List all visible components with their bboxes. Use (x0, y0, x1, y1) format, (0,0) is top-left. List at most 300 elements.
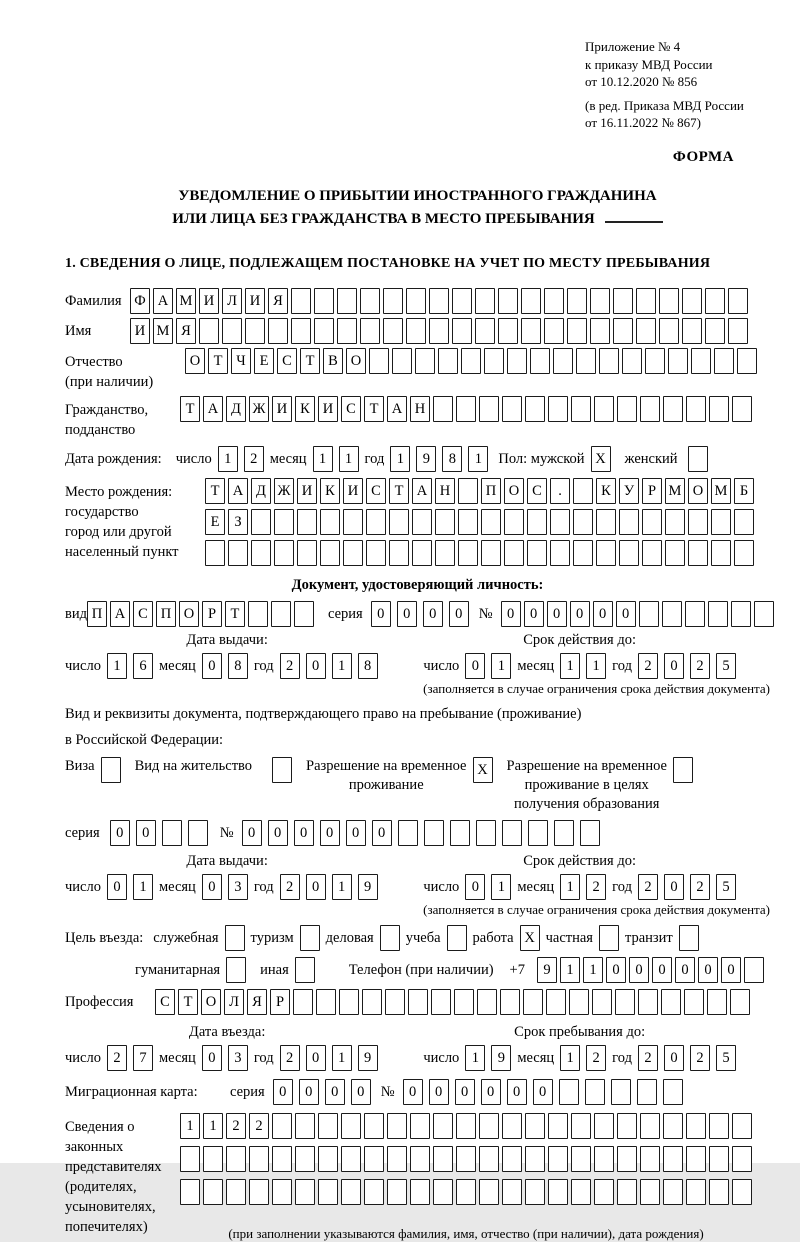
char-box[interactable] (686, 1179, 706, 1205)
char-box[interactable]: 2 (280, 874, 300, 900)
char-box[interactable] (661, 989, 681, 1015)
char-box[interactable] (410, 1113, 430, 1139)
char-box[interactable] (613, 288, 633, 314)
char-box[interactable] (580, 820, 600, 846)
char-box[interactable]: Т (300, 348, 320, 374)
char-box[interactable] (573, 540, 593, 566)
char-box[interactable]: 0 (721, 957, 741, 983)
char-box[interactable]: А (228, 478, 248, 504)
char-box[interactable] (528, 820, 548, 846)
char-box[interactable]: 0 (136, 820, 156, 846)
char-box[interactable]: 1 (313, 446, 333, 472)
char-box[interactable]: Т (389, 478, 409, 504)
char-box[interactable]: Ж (274, 478, 294, 504)
char-box[interactable] (412, 540, 432, 566)
char-box[interactable] (477, 989, 497, 1015)
char-box[interactable] (180, 1179, 200, 1205)
char-box[interactable] (343, 509, 363, 535)
char-box[interactable]: X (473, 757, 493, 783)
char-box[interactable]: 2 (586, 874, 606, 900)
char-box[interactable] (320, 509, 340, 535)
char-box[interactable] (456, 1113, 476, 1139)
char-box[interactable]: . (550, 478, 570, 504)
char-box[interactable]: 0 (429, 1079, 449, 1105)
char-box[interactable]: М (711, 478, 731, 504)
char-box[interactable] (274, 509, 294, 535)
char-box[interactable] (387, 1179, 407, 1205)
char-box[interactable] (596, 509, 616, 535)
char-box[interactable] (525, 1146, 545, 1172)
char-box[interactable] (691, 348, 711, 374)
char-box[interactable] (484, 348, 504, 374)
char-box[interactable] (640, 1179, 660, 1205)
char-box[interactable] (180, 1146, 200, 1172)
char-box[interactable]: 9 (491, 1045, 511, 1071)
char-box[interactable] (410, 1146, 430, 1172)
char-box[interactable]: О (346, 348, 366, 374)
char-box[interactable]: И (130, 318, 150, 344)
char-box[interactable]: 0 (593, 601, 613, 627)
char-box[interactable] (686, 1113, 706, 1139)
char-box[interactable]: Д (251, 478, 271, 504)
char-box[interactable] (665, 540, 685, 566)
char-box[interactable] (387, 1113, 407, 1139)
char-box[interactable] (731, 601, 751, 627)
char-box[interactable] (502, 1146, 522, 1172)
char-box[interactable] (685, 601, 705, 627)
char-box[interactable]: 2 (107, 1045, 127, 1071)
char-box[interactable] (673, 757, 693, 783)
char-box[interactable]: 0 (346, 820, 366, 846)
char-box[interactable] (271, 601, 291, 627)
char-box[interactable] (636, 318, 656, 344)
char-box[interactable] (546, 989, 566, 1015)
char-box[interactable]: 2 (638, 1045, 658, 1071)
char-box[interactable]: 0 (606, 957, 626, 983)
char-box[interactable]: Ф (130, 288, 150, 314)
char-box[interactable]: 8 (228, 653, 248, 679)
char-box[interactable] (502, 820, 522, 846)
char-box[interactable] (456, 1179, 476, 1205)
char-box[interactable]: 2 (638, 653, 658, 679)
char-box[interactable] (360, 288, 380, 314)
char-box[interactable] (316, 989, 336, 1015)
char-box[interactable] (475, 288, 495, 314)
char-box[interactable]: 0 (202, 874, 222, 900)
char-box[interactable] (645, 348, 665, 374)
char-box[interactable] (599, 348, 619, 374)
char-box[interactable] (297, 540, 317, 566)
char-box[interactable] (734, 540, 754, 566)
char-box[interactable] (295, 1113, 315, 1139)
char-box[interactable]: И (343, 478, 363, 504)
char-box[interactable] (188, 820, 208, 846)
char-box[interactable]: Л (224, 989, 244, 1015)
char-box[interactable] (617, 1113, 637, 1139)
char-box[interactable] (688, 540, 708, 566)
char-box[interactable] (387, 1146, 407, 1172)
char-box[interactable] (548, 1179, 568, 1205)
char-box[interactable] (228, 540, 248, 566)
char-box[interactable] (450, 820, 470, 846)
char-box[interactable]: 0 (371, 601, 391, 627)
char-box[interactable] (663, 1079, 683, 1105)
char-box[interactable]: 1 (560, 874, 580, 900)
char-box[interactable]: 0 (449, 601, 469, 627)
char-box[interactable] (249, 1179, 269, 1205)
char-box[interactable]: Е (205, 509, 225, 535)
char-box[interactable]: К (596, 478, 616, 504)
char-box[interactable]: 0 (320, 820, 340, 846)
char-box[interactable] (364, 1113, 384, 1139)
char-box[interactable]: В (323, 348, 343, 374)
char-box[interactable] (272, 757, 292, 783)
char-box[interactable] (272, 1146, 292, 1172)
char-box[interactable]: 0 (306, 874, 326, 900)
char-box[interactable] (410, 1179, 430, 1205)
char-box[interactable] (642, 509, 662, 535)
char-box[interactable]: 2 (244, 446, 264, 472)
char-box[interactable]: 1 (203, 1113, 223, 1139)
char-box[interactable]: К (320, 478, 340, 504)
char-box[interactable] (337, 288, 357, 314)
char-box[interactable] (663, 1146, 683, 1172)
char-box[interactable] (663, 1113, 683, 1139)
char-box[interactable]: Я (268, 288, 288, 314)
char-box[interactable] (659, 288, 679, 314)
char-box[interactable]: А (412, 478, 432, 504)
char-box[interactable] (318, 1179, 338, 1205)
char-box[interactable] (385, 989, 405, 1015)
char-box[interactable] (573, 478, 593, 504)
char-box[interactable] (709, 396, 729, 422)
char-box[interactable]: 9 (416, 446, 436, 472)
char-box[interactable]: 1 (468, 446, 488, 472)
char-box[interactable]: 0 (372, 820, 392, 846)
char-box[interactable]: Н (410, 396, 430, 422)
char-box[interactable]: X (591, 446, 611, 472)
char-box[interactable]: Я (176, 318, 196, 344)
char-box[interactable] (341, 1113, 361, 1139)
char-box[interactable]: 0 (629, 957, 649, 983)
char-box[interactable] (663, 396, 683, 422)
char-box[interactable]: 0 (507, 1079, 527, 1105)
char-box[interactable] (475, 318, 495, 344)
char-box[interactable]: 0 (110, 820, 130, 846)
char-box[interactable] (596, 540, 616, 566)
char-box[interactable]: 0 (664, 874, 684, 900)
char-box[interactable] (438, 348, 458, 374)
char-box[interactable] (707, 989, 727, 1015)
char-box[interactable] (617, 1179, 637, 1205)
char-box[interactable] (502, 396, 522, 422)
char-box[interactable] (638, 989, 658, 1015)
char-box[interactable] (364, 1146, 384, 1172)
char-box[interactable] (272, 1179, 292, 1205)
char-box[interactable] (571, 1113, 591, 1139)
char-box[interactable] (274, 540, 294, 566)
char-box[interactable]: 0 (242, 820, 262, 846)
char-box[interactable]: 0 (675, 957, 695, 983)
char-box[interactable] (500, 989, 520, 1015)
char-box[interactable] (754, 601, 774, 627)
char-box[interactable] (435, 509, 455, 535)
char-box[interactable] (686, 396, 706, 422)
char-box[interactable]: 0 (202, 653, 222, 679)
char-box[interactable] (544, 288, 564, 314)
char-box[interactable]: 7 (133, 1045, 153, 1071)
char-box[interactable] (592, 989, 612, 1015)
char-box[interactable] (590, 288, 610, 314)
char-box[interactable] (479, 1113, 499, 1139)
char-box[interactable]: Т (208, 348, 228, 374)
char-box[interactable]: Р (270, 989, 290, 1015)
char-box[interactable] (339, 989, 359, 1015)
char-box[interactable] (521, 318, 541, 344)
char-box[interactable]: Ч (231, 348, 251, 374)
char-box[interactable]: 1 (133, 874, 153, 900)
char-box[interactable] (571, 1146, 591, 1172)
char-box[interactable]: С (155, 989, 175, 1015)
char-box[interactable] (447, 925, 467, 951)
char-box[interactable]: М (665, 478, 685, 504)
char-box[interactable]: 8 (442, 446, 462, 472)
char-box[interactable] (619, 509, 639, 535)
char-box[interactable] (249, 1146, 269, 1172)
char-box[interactable]: 0 (325, 1079, 345, 1105)
char-box[interactable] (226, 1146, 246, 1172)
char-box[interactable] (362, 989, 382, 1015)
char-box[interactable]: 1 (586, 653, 606, 679)
char-box[interactable]: Н (435, 478, 455, 504)
char-box[interactable] (567, 288, 587, 314)
char-box[interactable] (619, 540, 639, 566)
char-box[interactable]: 2 (280, 1045, 300, 1071)
char-box[interactable] (714, 348, 734, 374)
char-box[interactable] (458, 509, 478, 535)
char-box[interactable] (293, 989, 313, 1015)
char-box[interactable]: П (156, 601, 176, 627)
char-box[interactable] (525, 396, 545, 422)
char-box[interactable]: X (520, 925, 540, 951)
char-box[interactable] (525, 1179, 545, 1205)
char-box[interactable]: А (203, 396, 223, 422)
char-box[interactable] (523, 989, 543, 1015)
char-box[interactable] (433, 1113, 453, 1139)
char-box[interactable] (688, 509, 708, 535)
char-box[interactable] (550, 509, 570, 535)
char-box[interactable] (732, 1146, 752, 1172)
char-box[interactable] (203, 1146, 223, 1172)
char-box[interactable] (251, 540, 271, 566)
char-box[interactable]: К (295, 396, 315, 422)
char-box[interactable]: З (228, 509, 248, 535)
char-box[interactable]: 0 (664, 653, 684, 679)
char-box[interactable]: 0 (533, 1079, 553, 1105)
char-box[interactable] (640, 1113, 660, 1139)
char-box[interactable] (617, 396, 637, 422)
char-box[interactable] (389, 540, 409, 566)
char-box[interactable] (341, 1179, 361, 1205)
char-box[interactable] (567, 318, 587, 344)
char-box[interactable]: Д (226, 396, 246, 422)
char-box[interactable] (435, 540, 455, 566)
char-box[interactable] (481, 509, 501, 535)
char-box[interactable] (456, 396, 476, 422)
char-box[interactable] (366, 540, 386, 566)
char-box[interactable]: 0 (616, 601, 636, 627)
char-box[interactable] (573, 509, 593, 535)
char-box[interactable]: 1 (332, 653, 352, 679)
char-box[interactable]: С (527, 478, 547, 504)
char-box[interactable]: 2 (226, 1113, 246, 1139)
char-box[interactable] (341, 1146, 361, 1172)
char-box[interactable] (461, 348, 481, 374)
char-box[interactable] (640, 396, 660, 422)
char-box[interactable] (366, 509, 386, 535)
char-box[interactable]: 1 (107, 653, 127, 679)
char-box[interactable] (622, 348, 642, 374)
char-box[interactable] (576, 348, 596, 374)
char-box[interactable]: 1 (491, 653, 511, 679)
char-box[interactable]: 1 (218, 446, 238, 472)
char-box[interactable] (594, 1146, 614, 1172)
char-box[interactable] (668, 348, 688, 374)
char-box[interactable] (732, 1113, 752, 1139)
char-box[interactable] (550, 540, 570, 566)
char-box[interactable] (415, 348, 435, 374)
char-box[interactable] (245, 318, 265, 344)
char-box[interactable]: Т (225, 601, 245, 627)
char-box[interactable] (392, 348, 412, 374)
char-box[interactable]: 0 (306, 653, 326, 679)
char-box[interactable] (452, 288, 472, 314)
char-box[interactable]: 0 (351, 1079, 371, 1105)
char-box[interactable] (251, 509, 271, 535)
char-box[interactable] (248, 601, 268, 627)
char-box[interactable]: Е (254, 348, 274, 374)
char-box[interactable] (320, 540, 340, 566)
char-box[interactable] (318, 1146, 338, 1172)
char-box[interactable] (476, 820, 496, 846)
char-box[interactable] (424, 820, 444, 846)
char-box[interactable]: 1 (332, 1045, 352, 1071)
char-box[interactable]: 3 (228, 874, 248, 900)
char-box[interactable] (343, 540, 363, 566)
char-box[interactable] (590, 318, 610, 344)
char-box[interactable] (268, 318, 288, 344)
char-box[interactable]: 8 (358, 653, 378, 679)
char-box[interactable]: Т (205, 478, 225, 504)
char-box[interactable] (705, 318, 725, 344)
char-box[interactable] (383, 318, 403, 344)
char-box[interactable] (291, 288, 311, 314)
char-box[interactable] (571, 1179, 591, 1205)
char-box[interactable] (554, 820, 574, 846)
char-box[interactable]: О (688, 478, 708, 504)
char-box[interactable] (203, 1179, 223, 1205)
char-box[interactable] (571, 396, 591, 422)
char-box[interactable] (226, 1179, 246, 1205)
char-box[interactable] (297, 509, 317, 535)
char-box[interactable]: 0 (306, 1045, 326, 1071)
char-box[interactable] (709, 1113, 729, 1139)
char-box[interactable] (613, 318, 633, 344)
char-box[interactable]: 1 (465, 1045, 485, 1071)
char-box[interactable]: 0 (524, 601, 544, 627)
char-box[interactable]: 0 (570, 601, 590, 627)
char-box[interactable] (458, 478, 478, 504)
char-box[interactable] (599, 925, 619, 951)
char-box[interactable] (709, 1179, 729, 1205)
char-box[interactable] (429, 318, 449, 344)
char-box[interactable]: 0 (202, 1045, 222, 1071)
char-box[interactable] (162, 820, 182, 846)
char-box[interactable] (502, 1179, 522, 1205)
char-box[interactable]: 1 (560, 957, 580, 983)
char-box[interactable]: 0 (698, 957, 718, 983)
char-box[interactable]: 1 (560, 653, 580, 679)
char-box[interactable]: И (272, 396, 292, 422)
char-box[interactable] (642, 540, 662, 566)
char-box[interactable] (454, 989, 474, 1015)
char-box[interactable] (559, 1079, 579, 1105)
char-box[interactable] (682, 288, 702, 314)
char-box[interactable] (364, 1179, 384, 1205)
char-box[interactable] (744, 957, 764, 983)
char-box[interactable] (544, 318, 564, 344)
char-box[interactable] (295, 957, 315, 983)
char-box[interactable] (498, 318, 518, 344)
char-box[interactable] (728, 318, 748, 344)
char-box[interactable]: Б (734, 478, 754, 504)
char-box[interactable] (429, 288, 449, 314)
char-box[interactable] (659, 318, 679, 344)
char-box[interactable] (730, 989, 750, 1015)
char-box[interactable] (521, 288, 541, 314)
char-box[interactable]: 0 (107, 874, 127, 900)
char-box[interactable] (640, 1146, 660, 1172)
char-box[interactable] (222, 318, 242, 344)
char-box[interactable]: А (153, 288, 173, 314)
char-box[interactable]: 6 (133, 653, 153, 679)
char-box[interactable] (272, 1113, 292, 1139)
char-box[interactable] (433, 1179, 453, 1205)
char-box[interactable]: 1 (339, 446, 359, 472)
char-box[interactable] (295, 1146, 315, 1172)
char-box[interactable]: 2 (690, 1045, 710, 1071)
char-box[interactable] (101, 757, 121, 783)
char-box[interactable] (226, 957, 246, 983)
char-box[interactable] (686, 1146, 706, 1172)
char-box[interactable] (314, 318, 334, 344)
char-box[interactable]: 0 (664, 1045, 684, 1071)
char-box[interactable] (398, 820, 418, 846)
char-box[interactable]: А (387, 396, 407, 422)
char-box[interactable]: 2 (280, 653, 300, 679)
char-box[interactable] (458, 540, 478, 566)
char-box[interactable] (318, 1113, 338, 1139)
char-box[interactable]: П (481, 478, 501, 504)
char-box[interactable]: 1 (332, 874, 352, 900)
char-box[interactable] (617, 1146, 637, 1172)
char-box[interactable] (679, 925, 699, 951)
char-box[interactable] (737, 348, 757, 374)
char-box[interactable]: 0 (423, 601, 443, 627)
char-box[interactable] (498, 288, 518, 314)
char-box[interactable] (662, 601, 682, 627)
char-box[interactable] (406, 318, 426, 344)
